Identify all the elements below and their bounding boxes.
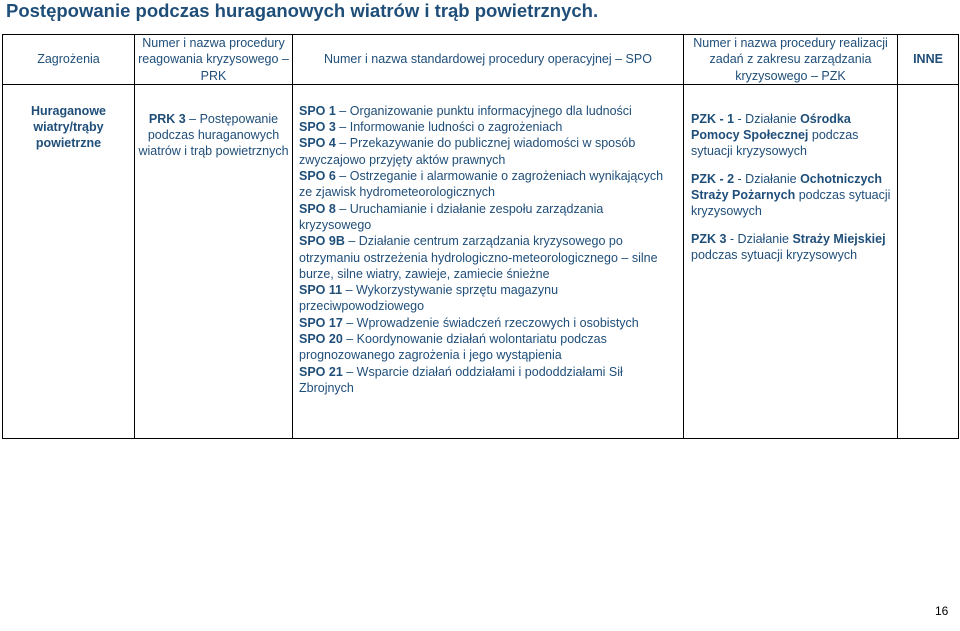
pzk-text: - Działanie (726, 231, 793, 246)
pzk-unit: Ochotniczych Straży Pożarnych (691, 171, 883, 203)
pzk-code: PZK - 1 (691, 111, 735, 126)
procedures-table (2, 34, 959, 439)
table-row (3, 84, 959, 438)
pzk-item (691, 111, 893, 160)
spo-text: – Wprowadzenie świadczeń rzeczowych i osobistych (342, 315, 639, 330)
spo-text: – Przekazywanie do publicznej wiadomości w sposób zwyczajowo przyjęty aktów prawnych (299, 136, 636, 167)
spo-code: SPO 8 (299, 201, 336, 216)
spo-code: SPO 4 (299, 136, 336, 151)
spo-item (299, 168, 679, 201)
pzk-text: - Działanie (734, 171, 801, 186)
header-spo: Numer i nazwa standardowej procedury operacyjnej – SPO (293, 35, 684, 85)
spo-item (299, 135, 679, 168)
spo-text: – Wsparcie działań oddziałami i pododdziałami Sił Zbrojnych (299, 364, 623, 395)
spo-item (299, 119, 679, 135)
spo-item (299, 315, 679, 331)
table-header-row (3, 35, 959, 85)
header-threats: Zagrożenia (3, 35, 135, 85)
pzk-code: PZK 3 (691, 231, 727, 246)
spo-code: SPO 3 (299, 120, 336, 135)
spo-text: – Wykorzystywanie sprzętu magazynu przeciwpowodziowego (299, 283, 559, 314)
pzk-cell (684, 84, 898, 438)
spo-code: SPO 20 (299, 332, 343, 347)
threat-cell: Huraganowe wiatry/trąby powietrzne (3, 84, 135, 438)
pzk-text: podczas sytuacji kryzysowych (691, 247, 858, 262)
spo-text: – Informowanie ludności o zagrożeniach (335, 120, 563, 135)
pzk-item (691, 231, 893, 264)
pzk-item (691, 171, 893, 220)
header-other: INNE (898, 35, 959, 85)
spo-item (299, 364, 679, 397)
spo-text: – Działanie centrum zarządzania kryzysowego po otrzymaniu ostrzeżenia hydrologiczno-meteorologicznego – silne burze, silne wiatry, zawieje, zamiecie śnieżne (299, 234, 658, 281)
spo-item (299, 282, 679, 315)
other-cell (898, 84, 959, 438)
spo-text: – Organizowanie punktu informacyjnego dla ludności (335, 103, 632, 118)
header-pzk: Numer i nazwa procedury realizacji zadań z zakresu zarządzania kryzysowego – PZK (684, 35, 898, 85)
spo-item (299, 103, 679, 119)
spo-code: SPO 21 (299, 364, 343, 379)
spo-code: SPO 1 (299, 103, 336, 118)
pzk-text: podczas sytuacji kryzysowych (691, 188, 891, 219)
page-title: Postępowanie podczas huraganowych wiatrów i trąb powietrznych. (6, 0, 599, 21)
pzk-code: PZK - 2 (691, 171, 735, 186)
pzk-text: - Działanie (734, 111, 801, 126)
header-prk: Numer i nazwa procedury reagowania kryzysowego – PRK (135, 35, 293, 85)
spo-code: SPO 11 (299, 283, 343, 298)
spo-item (299, 233, 679, 282)
spo-item (299, 201, 679, 234)
prk-cell (135, 84, 293, 438)
spo-text: – Uruchamianie i działanie zespołu zarządzania kryzysowego (299, 201, 604, 232)
page-number: 16 (935, 604, 949, 618)
spo-code: SPO 9B (299, 234, 345, 249)
spo-code: SPO 6 (299, 169, 336, 184)
spo-item (299, 331, 679, 364)
pzk-unit: Ośrodka Pomocy Społecznej (691, 111, 851, 143)
spo-text: – Ostrzeganie i alarmowanie o zagrożeniach wynikających ze zjawisk hydrometeorologicznych (299, 169, 664, 200)
prk-name: – Postępowanie podczas huraganowych wiatrów i trąb powietrznych (138, 111, 289, 159)
prk-code: PRK 3 (148, 111, 186, 126)
spo-text: – Koordynowanie działań wolontariatu podczas prognozowanego zagrożenia i jego wystąpienia (299, 332, 607, 363)
spo-code: SPO 17 (299, 315, 343, 330)
spo-cell (293, 84, 684, 438)
pzk-text: podczas sytuacji kryzysowych (691, 128, 859, 159)
pzk-unit: Straży Miejskiej (792, 231, 886, 246)
